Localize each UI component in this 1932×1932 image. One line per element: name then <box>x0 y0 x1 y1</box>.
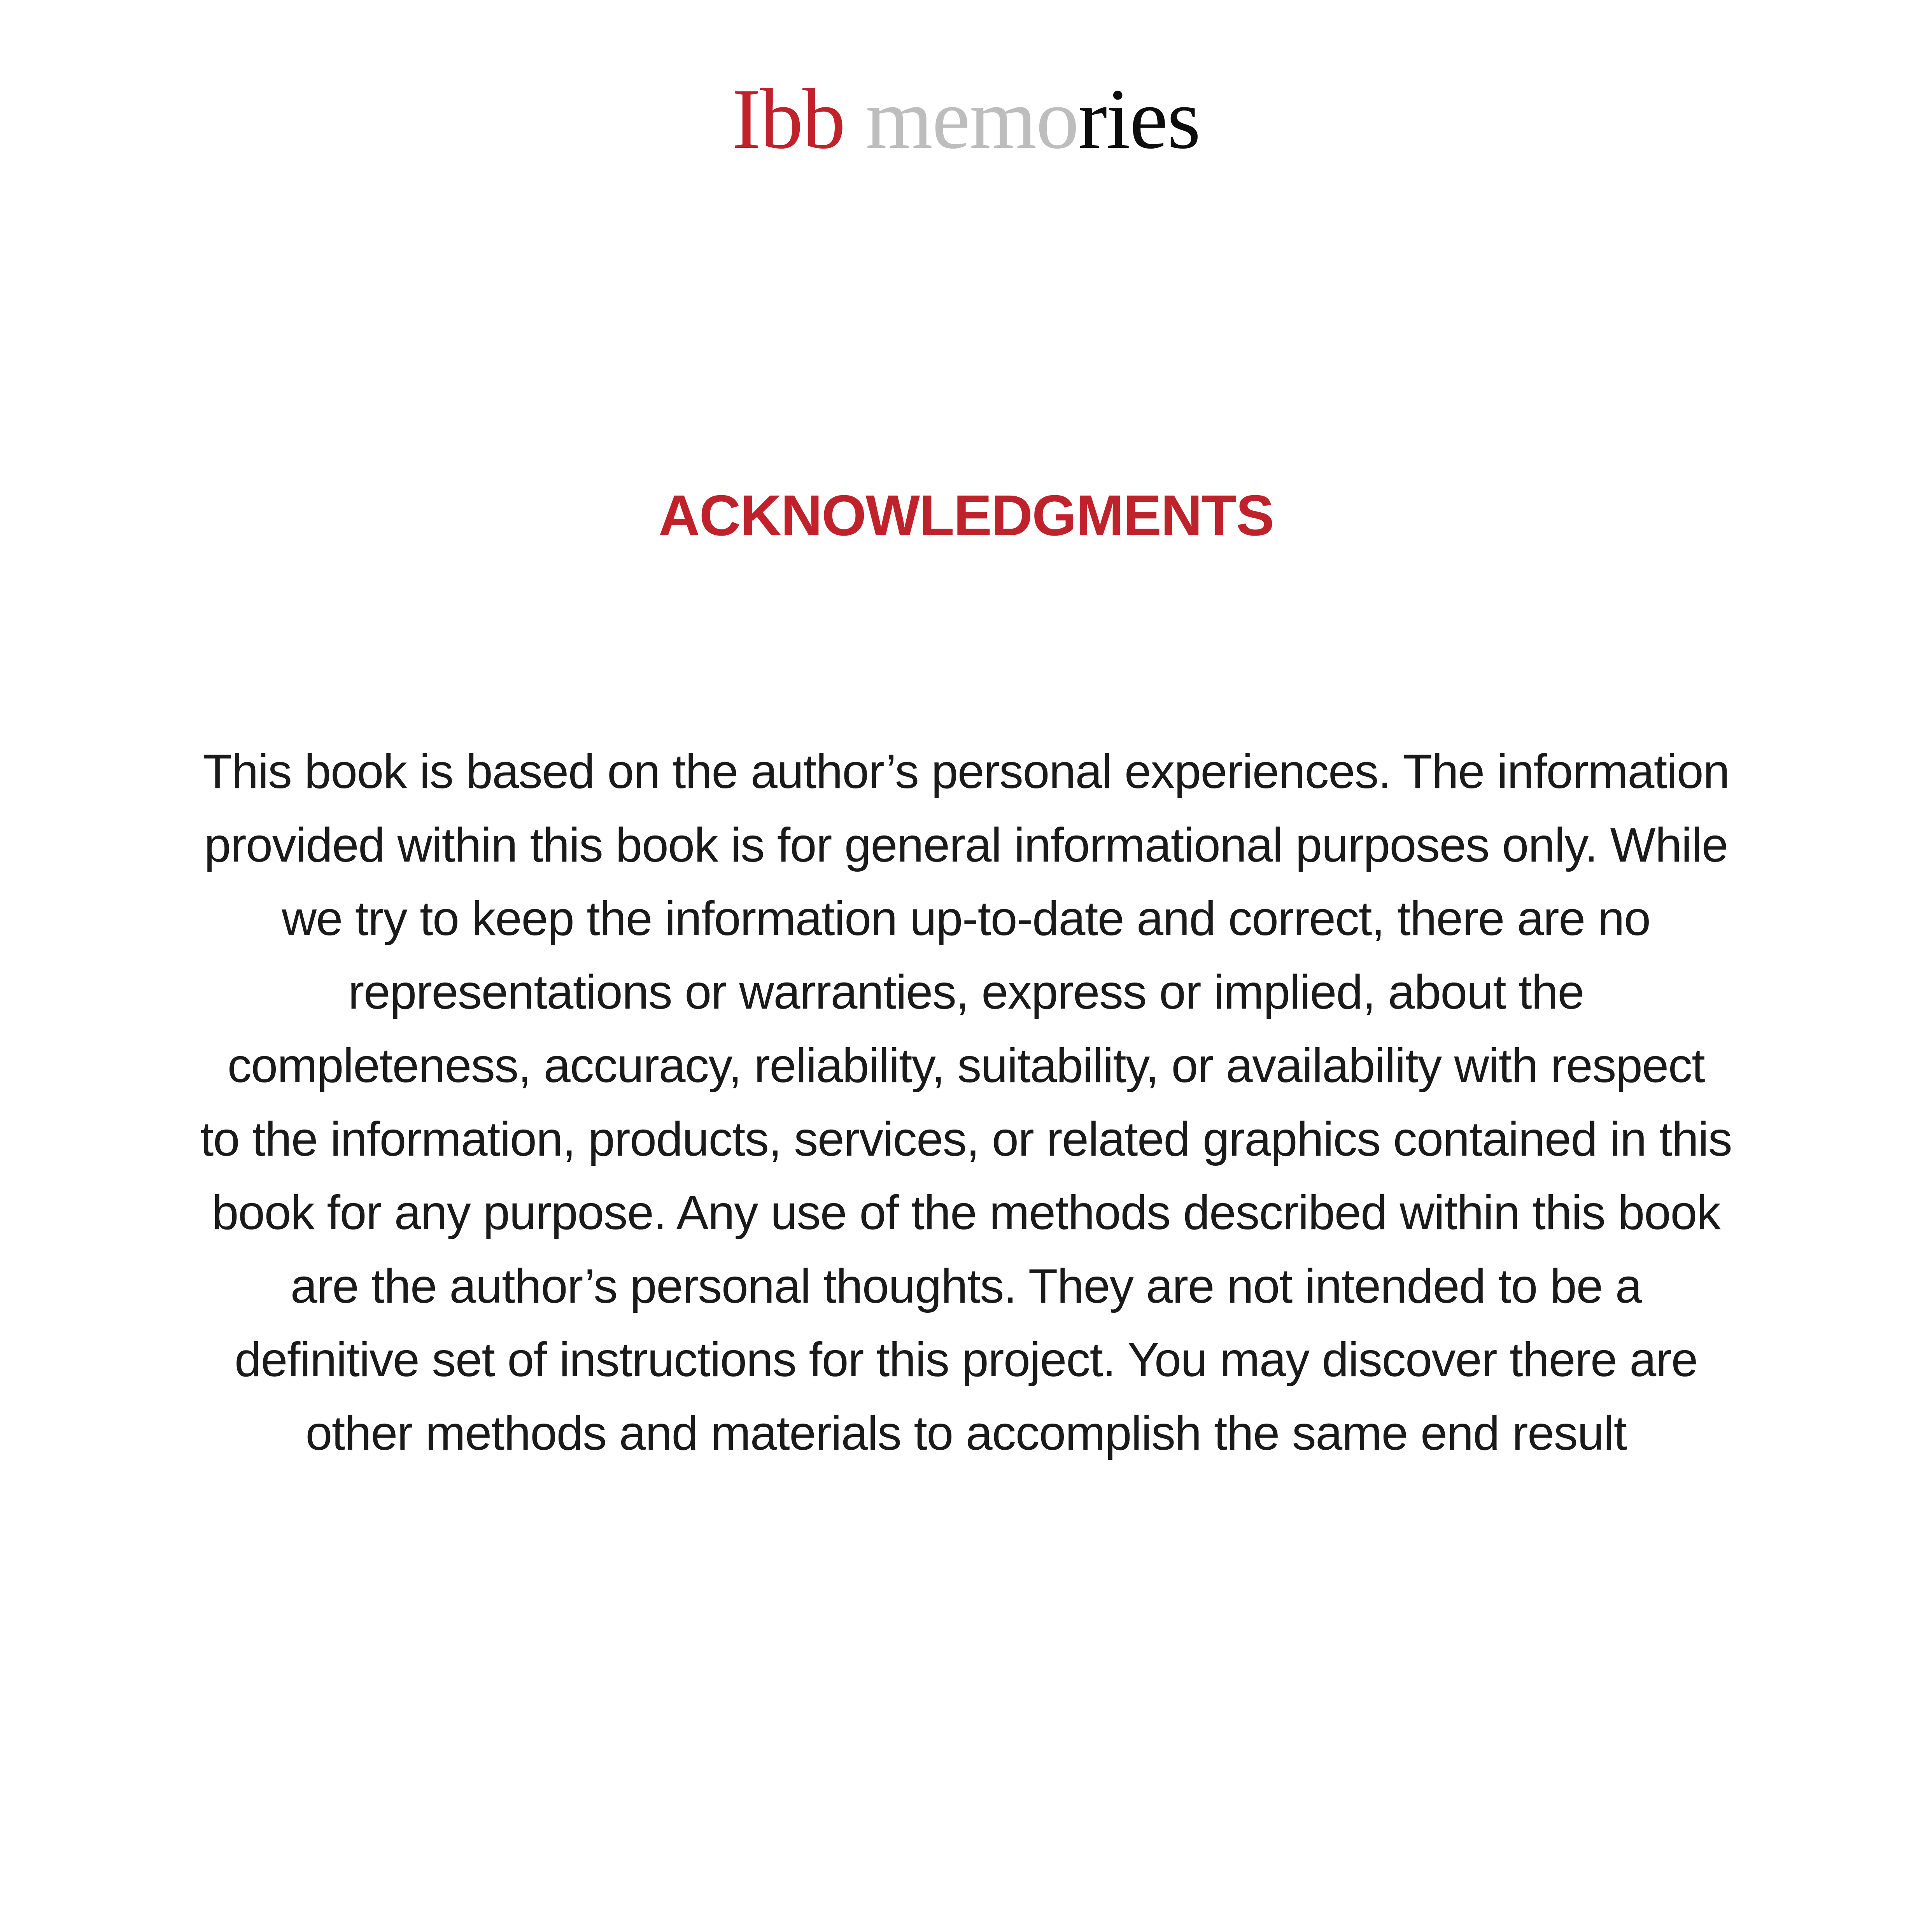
page-title: ACKNOWLEDGMENTS <box>658 483 1274 548</box>
logo-ibb: Ibb <box>732 71 845 167</box>
body-line: other methods and materials to accomplish the same end result <box>305 1407 1627 1460</box>
logo-space <box>845 71 866 167</box>
body-line: provided within this book is for general informational purposes only. While <box>204 818 1728 872</box>
body-line: book for any purpose. Any use of the methods described within this book <box>212 1186 1720 1240</box>
body-line: to the information, products, services, or related graphics contained in this <box>200 1112 1732 1166</box>
body-line: we try to keep the information up-to-date and correct, there are no <box>282 892 1650 946</box>
body-line: This book is based on the author’s personal experiences. The information <box>203 745 1729 799</box>
body-line: representations or warranties, express or implied, about the <box>348 965 1584 1019</box>
brand-logo <box>0 71 1932 167</box>
logo-memo: memo <box>865 71 1079 167</box>
logo-ries: ries <box>1078 71 1200 167</box>
body-line: are the author’s personal thoughts. They are not intended to be a <box>290 1259 1642 1313</box>
body-line: definitive set of instructions for this project. You may discover there are <box>235 1333 1697 1387</box>
acknowledgments-body <box>156 735 1776 1470</box>
body-line: completeness, accuracy, reliability, suitability, or availability with respect <box>227 1039 1705 1093</box>
